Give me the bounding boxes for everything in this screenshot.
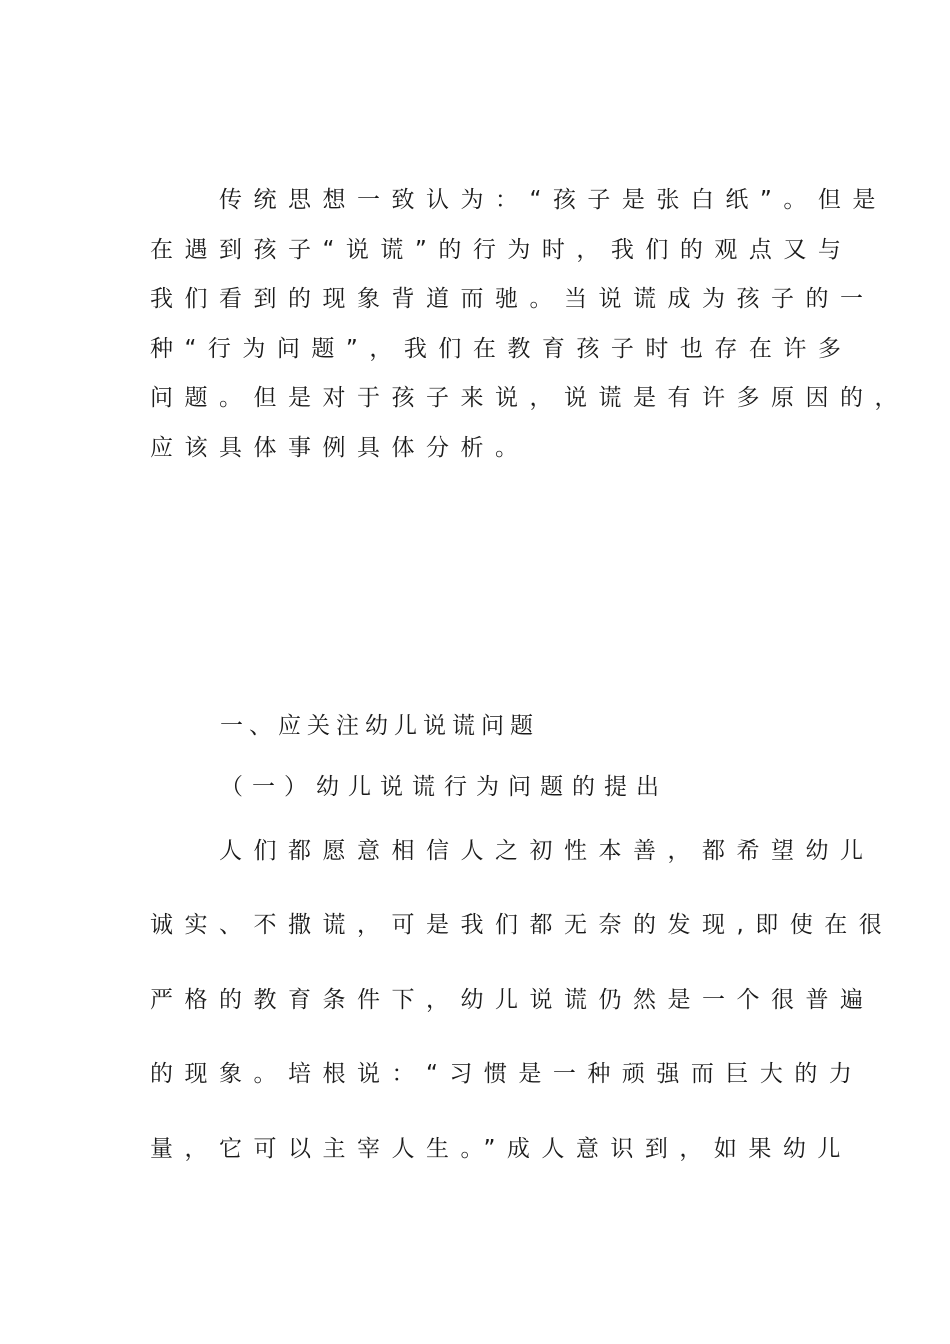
paragraph-line: 的现象。培根说：“习惯是一种顽强而巨大的力 — [150, 1061, 864, 1087]
paragraph-line: 量，它可以主宰人生。”成人意识到，如果幼儿 — [150, 1136, 852, 1162]
paragraph-line: 应该具体事例具体分析。 — [150, 435, 530, 461]
section-subtitle: （一）幼儿说谎行为问题的提出 — [220, 774, 668, 800]
paragraph-line: 严格的教育条件下，幼儿说谎仍然是一个很普遍 — [150, 987, 875, 1013]
section-title: 一、应关注幼儿说谎问题 — [220, 713, 539, 739]
paragraph-line: 传统思想一致认为：“孩子是张白纸”。但是 — [150, 187, 887, 213]
paragraph-line: 问题。但是对于孩子来说，说谎是有许多原因的， — [150, 385, 909, 411]
paragraph-line: 诚实、不撒谎，可是我们都无奈的发现,即使在很 — [150, 912, 894, 938]
paragraph-line: 种“行为问题”，我们在教育孩子时也存在许多 — [150, 336, 853, 362]
paragraph-line: 在遇到孩子“说谎”的行为时，我们的观点又与 — [150, 237, 853, 263]
paragraph-line: 我们看到的现象背道而驰。当说谎成为孩子的一 — [150, 286, 875, 312]
paragraph-line: 人们都愿意相信人之初性本善，都希望幼儿 — [150, 838, 875, 864]
